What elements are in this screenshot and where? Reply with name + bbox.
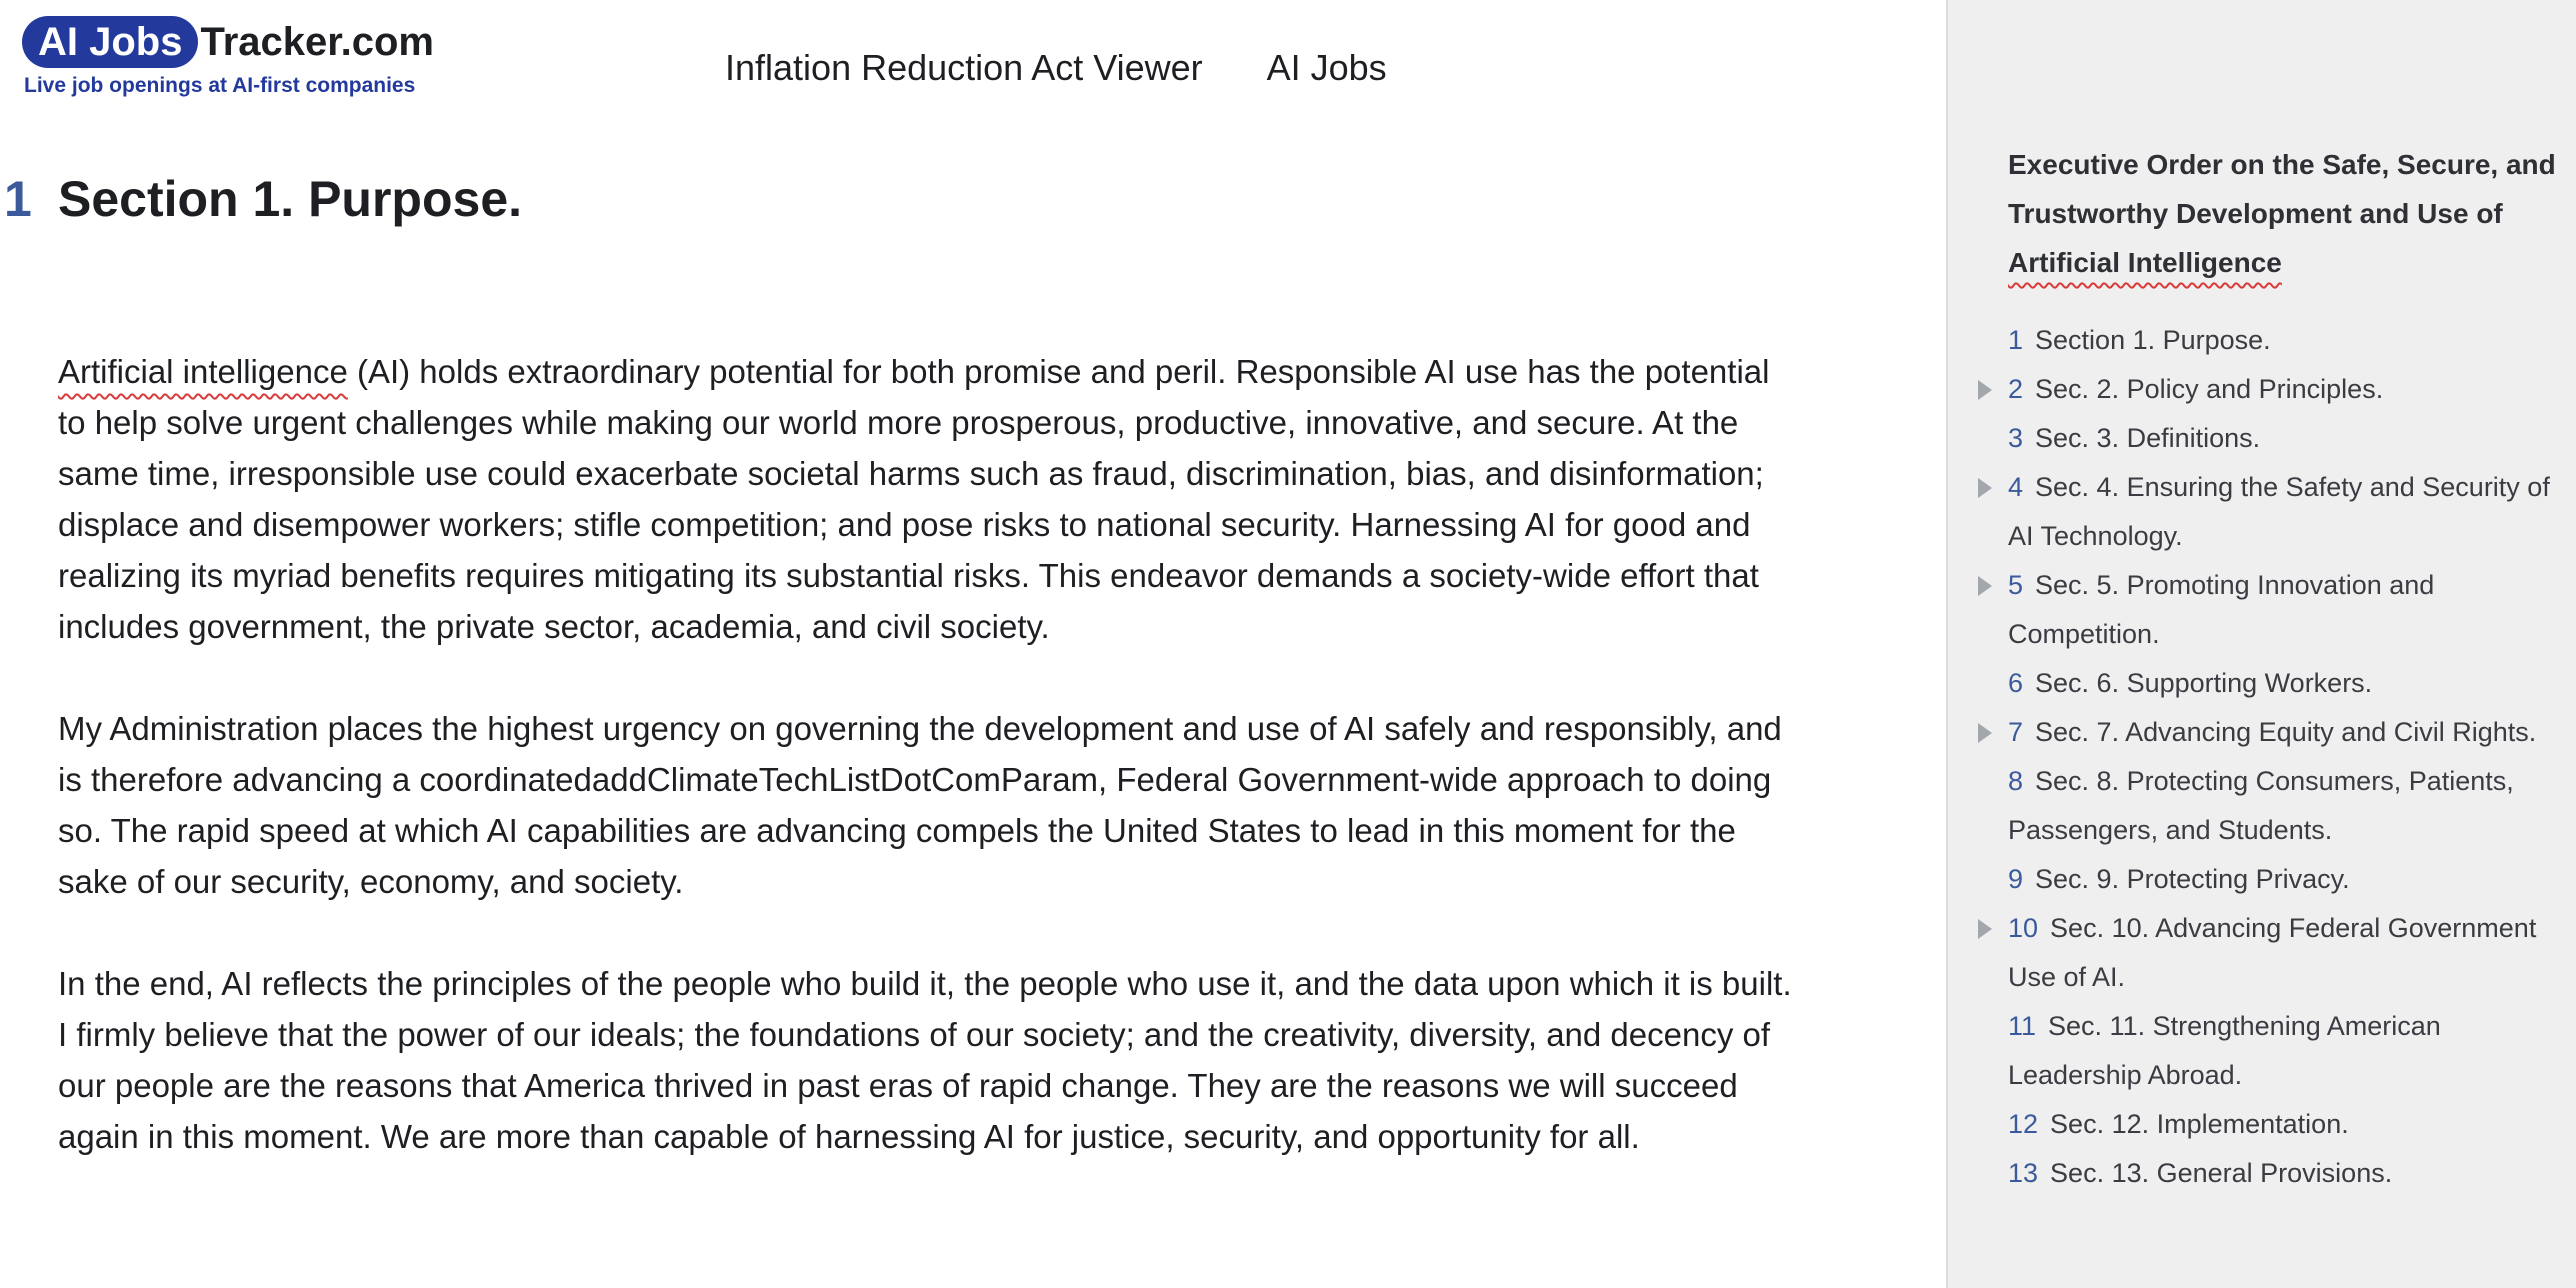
toc-item-10[interactable] [2008, 904, 2568, 1002]
top-nav [725, 40, 1387, 96]
toc-item-number: 1 [2008, 325, 2024, 355]
section-body [58, 346, 1798, 1213]
nav-link-ai-jobs[interactable]: AI Jobs [1266, 47, 1387, 88]
expand-caret-icon[interactable] [1978, 478, 1992, 498]
table-of-contents-sidebar [1946, 0, 2576, 1288]
section-number: 1 [4, 171, 32, 227]
toc-item-12[interactable] [2008, 1100, 2568, 1149]
page-title: Section 1. Purpose. [58, 171, 523, 227]
toc-item-number: 11 [2008, 1011, 2037, 1041]
paragraph-1 [58, 346, 1798, 652]
toc-item-label: Sec. 6. Supporting Workers. [2035, 668, 2373, 698]
expand-caret-icon[interactable] [1978, 723, 1992, 743]
toc-list [2008, 316, 2568, 1198]
toc-item-number: 9 [2008, 864, 2024, 894]
toc-item-label: Sec. 8. Protecting Consumers, Patients, Passengers, and Students. [2008, 766, 2514, 845]
toc-item-label: Sec. 11. Strengthening American Leadership Abroad. [2008, 1011, 2441, 1090]
toc-item-label: Sec. 13. General Provisions. [2050, 1158, 2393, 1188]
toc-item-label: Sec. 2. Policy and Principles. [2035, 374, 2384, 404]
toc-title-text: Executive Order on the Safe, Secure, and Trustworthy Development and Use of [2008, 149, 2556, 229]
toc-item-label: Sec. 7. Advancing Equity and Civil Rights. [2035, 717, 2537, 747]
expand-caret-icon[interactable] [1978, 919, 1992, 939]
toc-item-6[interactable] [2008, 659, 2568, 708]
toc-item-label: Sec. 3. Definitions. [2035, 423, 2261, 453]
toc-item-number: 8 [2008, 766, 2024, 796]
toc-item-1[interactable] [2008, 316, 2568, 365]
toc-item-3[interactable] [2008, 414, 2568, 463]
logo-row [22, 14, 434, 70]
logo-wordmark[interactable]: Tracker.com [200, 20, 434, 64]
toc-item-4[interactable] [2008, 463, 2568, 561]
toc-title [2008, 140, 2568, 287]
toc-item-label: Sec. 10. Advancing Federal Government Use of AI. [2008, 913, 2537, 992]
toc-item-2[interactable] [2008, 365, 2568, 414]
logo-pill[interactable]: AI Jobs [22, 16, 198, 68]
toc-item-number: 3 [2008, 423, 2024, 453]
toc-item-label: Section 1. Purpose. [2035, 325, 2271, 355]
toc-item-number: 4 [2008, 472, 2024, 502]
toc-item-8[interactable] [2008, 757, 2568, 855]
toc-item-13[interactable] [2008, 1149, 2568, 1198]
paragraph-3: In the end, AI reflects the principles of the people who build it, the people who use it, and the data upon which it is built. I firmly believe that the power of our ideals; the foundations of our society; and the creativity, diversity, and decency of our people are the reasons that America thrived in past eras of rapid change. They are the reasons we will succeed again in this moment. We are more than capable of harnessing AI for justice, security, and opportunity for all. [58, 965, 1792, 1155]
nav-link-ira-viewer[interactable]: Inflation Reduction Act Viewer [725, 47, 1203, 88]
toc-item-11[interactable] [2008, 1002, 2568, 1100]
toc-item-9[interactable] [2008, 855, 2568, 904]
site-logo[interactable] [22, 14, 434, 98]
toc-item-7[interactable] [2008, 708, 2568, 757]
toc-item-number: 10 [2008, 913, 2039, 943]
toc-item-number: 12 [2008, 1109, 2039, 1139]
toc-title-link[interactable]: Artificial Intelligence [2008, 247, 2282, 278]
toc-item-label: Sec. 5. Promoting Innovation and Competition. [2008, 570, 2435, 649]
paragraph-1-text: (AI) holds extraordinary potential for both promise and peril. Responsible AI use has the potential to help solve urgent challenges while making our world more prosperous, productive, innovative, and secure. At the same time, irresponsible use could exacerbate societal harms such as fraud, discrimination, bias, and disinformation; displace and disempower workers; stifle competition; and pose risks to national security. Harnessing AI for good and realizing its myriad benefits requires mitigating its substantial risks. This endeavor demands a society-wide effort that includes government, the private sector, academia, and civil society. [58, 353, 1770, 645]
logo-tagline: Live job openings at AI-first companies [24, 74, 416, 97]
toc-item-number: 13 [2008, 1158, 2039, 1188]
toc-item-label: Sec. 4. Ensuring the Safety and Security of AI Technology. [2008, 472, 2550, 551]
toc-item-number: 6 [2008, 668, 2024, 698]
section-heading [4, 170, 522, 228]
toc-item-number: 2 [2008, 374, 2024, 404]
ai-term-link[interactable]: Artificial intelligence [58, 353, 348, 390]
toc-item-number: 5 [2008, 570, 2024, 600]
paragraph-2: My Administration places the highest urgency on governing the development and use of AI safely and responsibly, and is therefore advancing a coordinatedaddClimateTechListDotComParam, Federal Government-wide approach to doing so. The rapid speed at which AI capabilities are advancing compels the United States to lead in this moment for the sake of our security, economy, and society. [58, 710, 1782, 900]
toc-item-label: Sec. 9. Protecting Privacy. [2035, 864, 2350, 894]
expand-caret-icon[interactable] [1978, 576, 1992, 596]
toc-item-number: 7 [2008, 717, 2024, 747]
expand-caret-icon[interactable] [1978, 380, 1992, 400]
toc-item-label: Sec. 12. Implementation. [2050, 1109, 2349, 1139]
toc-item-5[interactable] [2008, 561, 2568, 659]
